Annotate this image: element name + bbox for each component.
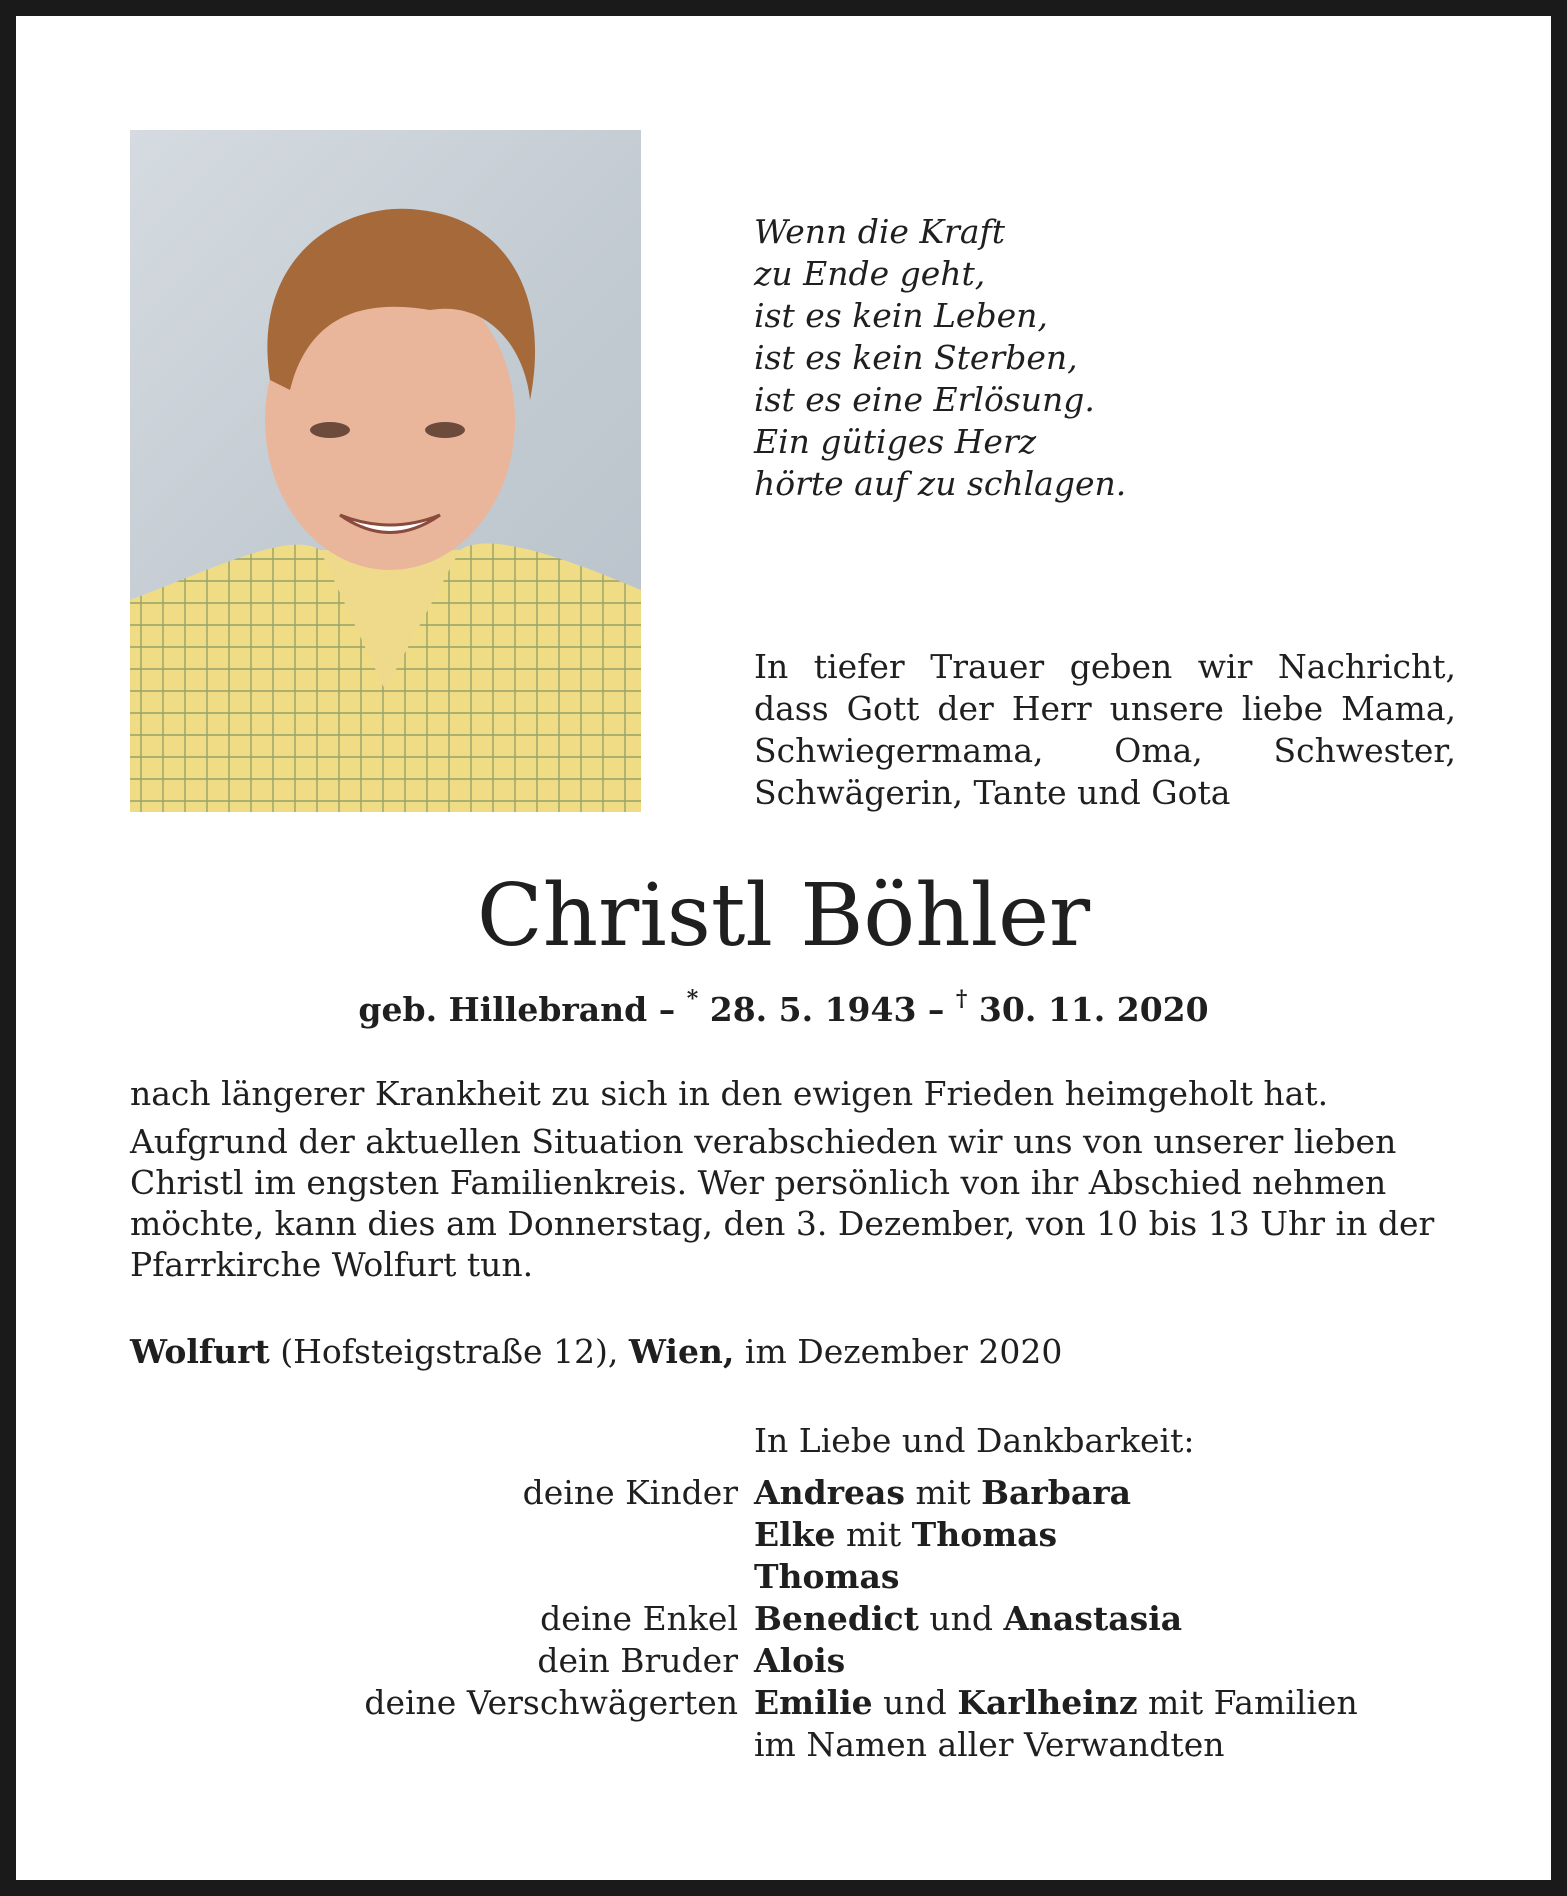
- connector: mit Familien: [1137, 1683, 1358, 1722]
- separator: –: [647, 990, 687, 1029]
- family-names: [754, 1640, 845, 1682]
- deceased-name: Christl Böhler: [476, 866, 1091, 966]
- date: im Dezember 2020: [734, 1332, 1063, 1371]
- city-wolfurt: Wolfurt: [130, 1332, 270, 1371]
- birth-date: 28. 5. 1943: [698, 990, 917, 1029]
- poem: [754, 211, 1274, 505]
- separator: –: [916, 990, 956, 1029]
- poem-line: ist es eine Erlösung.: [754, 380, 1095, 419]
- connector: und: [872, 1683, 958, 1722]
- farewell-paragraph: Aufgrund der aktuellen Situation verabschieden wir uns von unserer lieben Christl im engsten Familienkreis. Wer persönlich von ihr Abschied nehmen möchte, kann dies am Donnerstag, den 3. Dezember, von 10 bis 13 Uhr in der Pfarrkirche Wolfurt tun.: [130, 1122, 1435, 1284]
- family-row: [16, 1472, 1551, 1514]
- family-row: [16, 1682, 1551, 1724]
- family-row: [16, 1640, 1551, 1682]
- family-name: Alois: [754, 1641, 846, 1680]
- relation-label: deine Kinder: [522, 1473, 738, 1512]
- poem-line: zu Ende geht,: [754, 254, 986, 293]
- family-name: Thomas: [754, 1557, 900, 1596]
- poem-line: hörte auf zu schlagen.: [754, 464, 1127, 503]
- family-name: Karlheinz: [957, 1683, 1138, 1722]
- birth-name: geb. Hillebrand: [358, 990, 648, 1029]
- family-name: Thomas: [911, 1515, 1058, 1554]
- family-names: [754, 1598, 1182, 1640]
- family-name: Benedict: [754, 1599, 919, 1638]
- family-name: Barbara: [981, 1473, 1131, 1512]
- family-name: Anastasia: [1003, 1599, 1183, 1638]
- poem-line: Wenn die Kraft: [754, 212, 1006, 251]
- city-wien: Wien,: [628, 1332, 735, 1371]
- announcement-body: [130, 1073, 1456, 1285]
- family-row: [16, 1724, 1551, 1766]
- family-names: [754, 1472, 1131, 1514]
- death-symbol: †: [955, 986, 968, 1012]
- family-name: Emilie: [754, 1683, 873, 1722]
- relation-label: deine Verschwägerten: [364, 1683, 738, 1722]
- connector: mit: [905, 1473, 982, 1512]
- birth-death-line: [16, 988, 1551, 1032]
- family-row: [16, 1556, 1551, 1598]
- closing-line: im Namen aller Verwandten: [754, 1725, 1225, 1764]
- family-names: [754, 1682, 1358, 1724]
- connector: mit: [835, 1515, 912, 1554]
- announcement-intro: In tiefer Trauer geben wir Nachricht, dass Gott der Herr unsere liebe Mama, Schwiegermama, Oma, Schwester, Schwägerin, Tante und Gota: [754, 647, 1456, 812]
- thanks-line: In Liebe und Dankbarkeit:: [754, 1421, 1195, 1460]
- place-date-line: [130, 1331, 1456, 1373]
- death-date: 30. 11. 2020: [967, 990, 1209, 1029]
- body-line: nach längerer Krankheit zu sich in den ewigen Frieden heimgeholt hat.: [130, 1074, 1329, 1113]
- address: (Hofsteigstraße 12),: [269, 1332, 629, 1371]
- family-name: Andreas: [754, 1473, 906, 1512]
- connector: und: [918, 1599, 1004, 1638]
- poem-line: Ein gütiges Herz: [754, 422, 1037, 461]
- family-names: [754, 1514, 1057, 1556]
- poem-line: ist es kein Sterben,: [754, 338, 1078, 377]
- relation-label: deine Enkel: [540, 1599, 738, 1638]
- family-name: Elke: [754, 1515, 836, 1554]
- relation-label: dein Bruder: [537, 1641, 738, 1680]
- obituary-page: [16, 16, 1551, 1880]
- family-row: [16, 1514, 1551, 1556]
- family-names: [754, 1556, 899, 1598]
- family-list: [16, 1472, 1551, 1766]
- portrait-photo: [130, 130, 641, 812]
- poem-line: ist es kein Leben,: [754, 296, 1048, 335]
- birth-symbol: *: [686, 986, 699, 1012]
- family-row: [16, 1598, 1551, 1640]
